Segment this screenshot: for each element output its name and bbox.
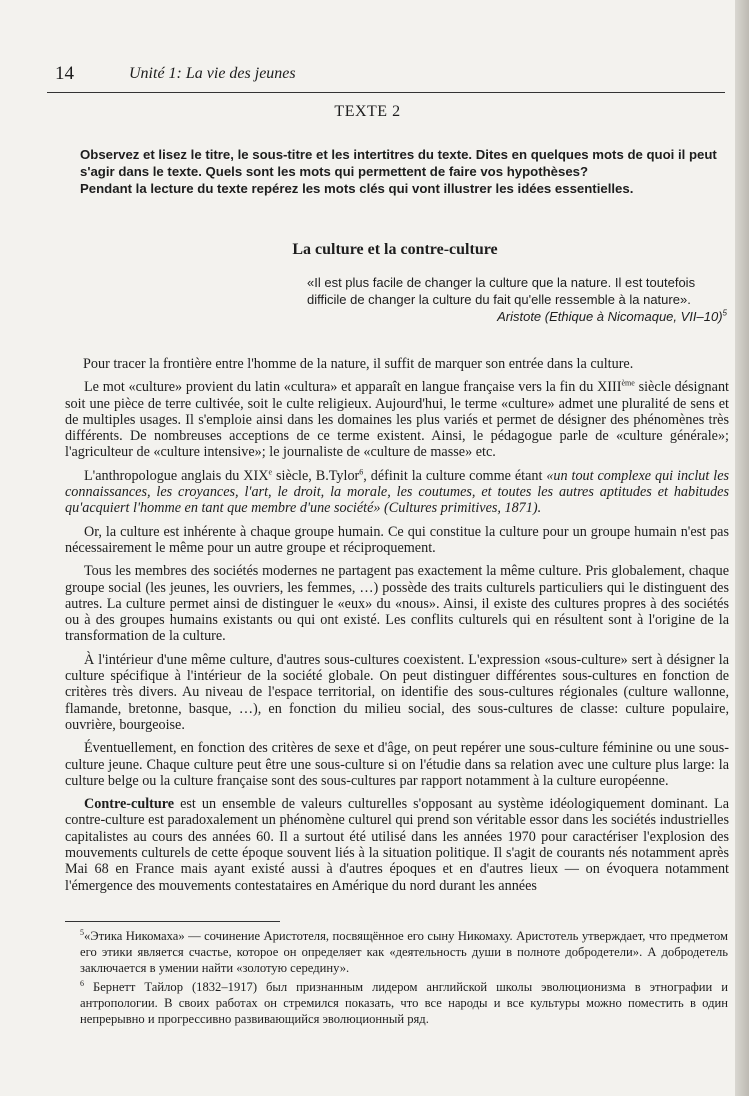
- paragraph-8-text: est un ensemble de valeurs culturelles s'opposant au système idéologiquement dominant. La contre-culture est paradoxalement un phénomène culturel qui prend son véritable essor dans les sociétés industrielles capitalistes au cours des années 60. Il a surtout été utilisé dans les années 1970 pour caractériser l'explosion des mouvements culturels de cette époque souvent liés à la situation politique. Il s'agit de courants nés notamment après Mai 68 en France mais ayant existé aussi à d'autres époques et en d'autres lieux — on évoquera notamment l'émergence des mouvements contestataires en Amérique du nord durant les années: [65, 796, 729, 894]
- paragraph-6: À l'intérieur d'une même culture, d'autres sous-cultures coexistent. L'expression «sous-culture» sert à désigner la culture spécifique à l'intérieur de la société globale. On peut distinguer différentes sous-cultures en fonction de critères très divers. Au niveau de l'espace territorial, on identifie des sous-cultures régionales (culture wallonne, flamande, bretonne, basque, …), en fonction du milieu social, des sous-cultures de classe: culture populaire, ouvrière, bourgeoise.: [65, 651, 729, 733]
- paragraph-2-text-b: siècle désignant soit une pièce de terre cultivée, soit le culte religieux. Aujourd'hui, le terme «culture» admet une pluralité de sens et de multiples usages. Il s'emploie ainsi dans les domaines les plus variés et permet de désigner des phénomènes très différents. De nombreuses acceptions de ce terme existent. Ainsi, le pédagogue parle de «culture générale»; l'agriculteur de «culture intensive»; le journaliste de «culture de masse» etc.: [65, 379, 729, 461]
- paragraph-2-text-a: Le mot «culture» provient du latin «cultura» et apparaît en langue française vers la fin du XIII: [84, 379, 622, 396]
- ordinal-suffix: ème: [621, 378, 635, 388]
- header-rule: [47, 92, 725, 93]
- footnote-number-5: 5: [80, 927, 84, 937]
- paragraph-4: Or, la culture est inhérente à chaque groupe humain. Ce qui constitue la culture pour un groupe humain n'est pas nécessairement le même pour un autre groupe et réciproquement.: [65, 523, 729, 556]
- article-body: [65, 356, 729, 901]
- term-contre-culture: Contre-culture: [84, 796, 175, 813]
- tylor-definition-quote: «un tout complexe qui inclut les connaissances, les croyances, l'art, le droit, la morale, les coutumes, et toutes les autres aptitudes et habitudes qu'acquiert l'homme en tant que membre d'une société» (Cultures primitives, 1871).: [65, 467, 730, 517]
- paragraph-2: [65, 379, 729, 460]
- paragraph-3-text-b: siècle, B.Tylor: [272, 467, 360, 484]
- reading-instructions: [80, 146, 730, 197]
- paragraph-3-text-a: L'anthropologue anglais du XIX: [84, 467, 269, 484]
- epigraph-source: [307, 308, 727, 325]
- paragraph-5: Tous les membres des sociétés modernes ne partagent pas exactement la même culture. Pris globalement, chaque groupe social (les jeunes, les ouvriers, les femmes, …) possède des traits culturels particuliers qui le distinguent des autres. La culture permet ainsi de distinguer le «eux» du «nous». Ainsi, il existe des cultures propres à des sociétés ou à des groupes humains existants ou qui ont existé. Les conflits culturels qui en résultent sont à l'origine de la transformation de la culture.: [65, 563, 729, 645]
- footnote-ref-5: 5: [722, 308, 727, 318]
- paragraph-3-text-c: , définit la culture comme étant: [363, 467, 547, 484]
- footnote-5-text: «Этика Никомаха» — сочинение Аристотеля, посвящённое его сыну Никомаху. Аристотель утверждает, что предметом его этики является счастье, которое он определяет как «деятельность души в полноте добродетели». А добродетель заключается в умении найти «золотую середину».: [80, 929, 728, 975]
- footnote-ref-6: 6: [359, 467, 364, 477]
- page-edge: [735, 0, 749, 1096]
- paragraph-7: Éventuellement, en fonction des critères de sexe et d'âge, on peut repérer une sous-culture féminine ou une sous-culture jeune. Chaque culture peut être une sous-culture si on l'étudie dans sa relation avec une culture plus large: la culture belge ou la culture française sont des sous-cultures par rapport notamment à la culture européenne.: [65, 740, 729, 789]
- paragraph-1: Pour tracer la frontière entre l'homme de la nature, il suffit de marquer son entrée dans la culture.: [83, 356, 634, 372]
- paragraph-8: [65, 796, 729, 894]
- footnote-6: [80, 979, 728, 1027]
- epigraph-quote: «Il est plus facile de changer la culture que la nature. Il est toutefois difficile de changer la culture du fait qu'elle ressemble à la nature».: [307, 275, 696, 307]
- paragraph-3: [65, 468, 729, 517]
- epigraph: [307, 274, 727, 325]
- footnote-number-6: 6: [80, 978, 84, 988]
- instruction-2: Pendant la lecture du texte repérez les mots clés qui vont illustrer les idées essentielles.: [80, 181, 634, 196]
- footnotes: [80, 928, 728, 1030]
- section-title: TEXTE 2: [334, 103, 401, 120]
- century-suffix: e: [268, 467, 273, 477]
- running-title: Unité 1: La vie des jeunes: [129, 65, 296, 82]
- page-number: 14: [55, 63, 74, 84]
- article-title: La culture et la contre-culture: [292, 241, 498, 258]
- epigraph-source-text: Aristote (Ethique à Nicomaque, VII–10): [497, 309, 723, 324]
- footnote-rule: [65, 921, 280, 922]
- footnote-5: [80, 928, 728, 976]
- footnote-6-text: Бернетт Тайлор (1832–1917) был признанным лидером английской школы эволюционизма в этнографии и антропологии. В своих работах он стремился показать, что все народы и все культуры можно поместить в один непрерывно и прогрессивно развивающийся эволюционный ряд.: [80, 980, 728, 1026]
- instruction-1: Observez et lisez le titre, le sous-titre et les intertitres du texte. Dites en quelques mots de quoi il peut s'agir dans le texte. Quels sont les mots qui permettent de faire vos hypothèses?: [80, 147, 717, 179]
- page-header: [47, 63, 722, 87]
